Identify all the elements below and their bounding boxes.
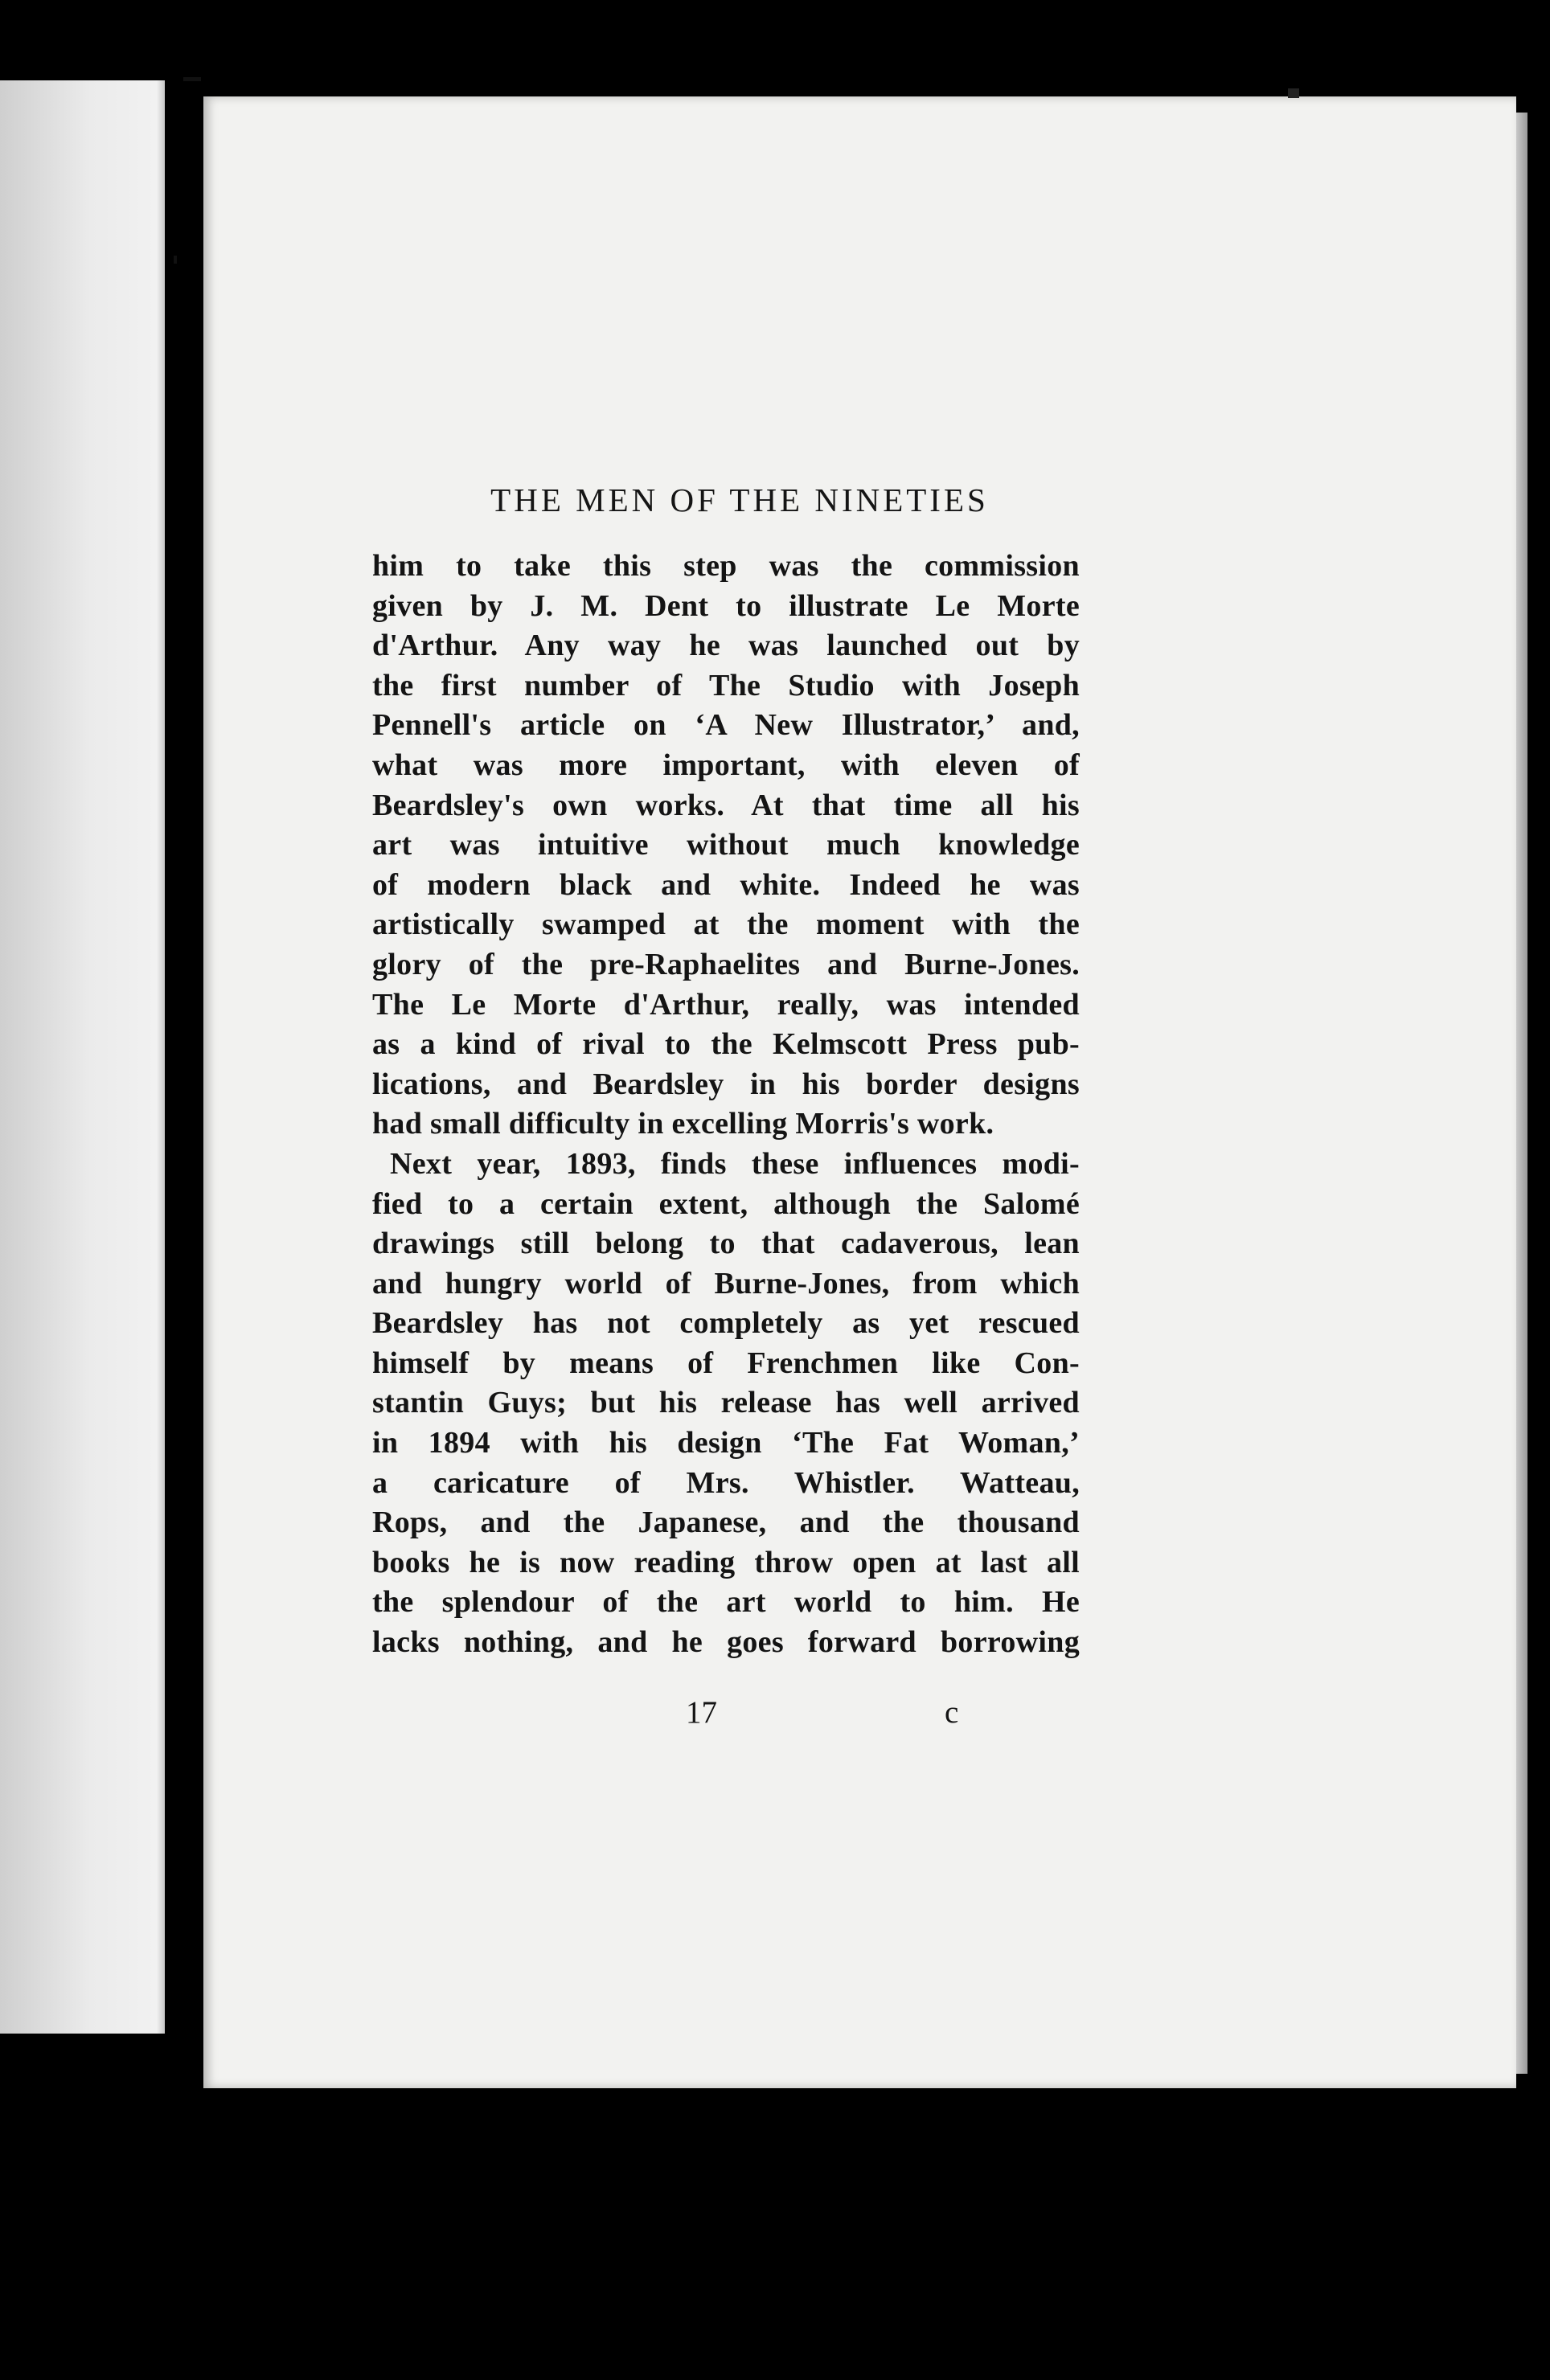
text-line: fied to a certain extent, although the Salomé [372,1186,1080,1221]
text-line: given by J. M. Dent to illustrate Le Morte [372,588,1080,623]
text-line: as a kind of rival to the Kelmscott Press pub- [372,1027,1080,1062]
text-line: in 1894 with his design ‘The Fat Woman,’ [372,1426,1080,1460]
text-line: The Le Morte d'Arthur, really, was intended [372,987,1080,1022]
text-line: the first number of The Studio with Joseph [372,668,1080,703]
text-line: Next year, 1893, finds these influences modi- [390,1146,1080,1181]
text-line: the splendour of the art world to him. He [372,1585,1080,1620]
scan-speck [174,256,177,264]
page-number: 17 [686,1695,717,1730]
gutter-shadow [157,76,205,2046]
text-line: had small difficulty in excelling Morris's work. [372,1107,994,1141]
text-line: lacks nothing, and he goes forward borrowing [372,1625,1080,1660]
text-line: Rops, and the Japanese, and the thousand [372,1505,1080,1540]
text-line: books he is now reading throw open at last all [372,1545,1080,1579]
text-line: himself by means of Frenchmen like Con- [372,1346,1080,1380]
text-line: lications, and Beardsley in his border designs [372,1067,1080,1101]
signature-mark: c [945,1695,959,1730]
text-line: art was intuitive without much knowledge [372,828,1080,862]
text-line: and hungry world of Burne-Jones, from which [372,1266,1080,1301]
text-line: of modern black and white. Indeed he was [372,867,1080,902]
text-line: stantin Guys; but his release has well arrived [372,1386,1080,1420]
previous-page-edge [0,80,165,2034]
scan-speck [183,77,201,81]
text-line: glory of the pre-Raphaelites and Burne-Jones. [372,947,1080,981]
running-head: THE MEN OF THE NINETIES [490,481,989,518]
text-line: a caricature of Mrs. Whistler. Watteau, [372,1465,1080,1500]
body-text [372,547,1080,1663]
text-line: him to take this step was the commission [372,549,1080,583]
text-line: drawings still belong to that cadaverous, lean [372,1227,1080,1261]
text-line: what was more important, with eleven of [372,748,1080,782]
text-line: Beardsley's own works. At that time all his [372,788,1080,822]
text-line: artistically swamped at the moment with the [372,907,1080,942]
text-line: Pennell's article on ‘A New Illustrator,’ and, [372,708,1080,743]
scan-speck [1288,88,1299,98]
text-line: Beardsley has not completely as yet rescued [372,1306,1080,1341]
text-line: d'Arthur. Any way he was launched out by [372,629,1080,663]
